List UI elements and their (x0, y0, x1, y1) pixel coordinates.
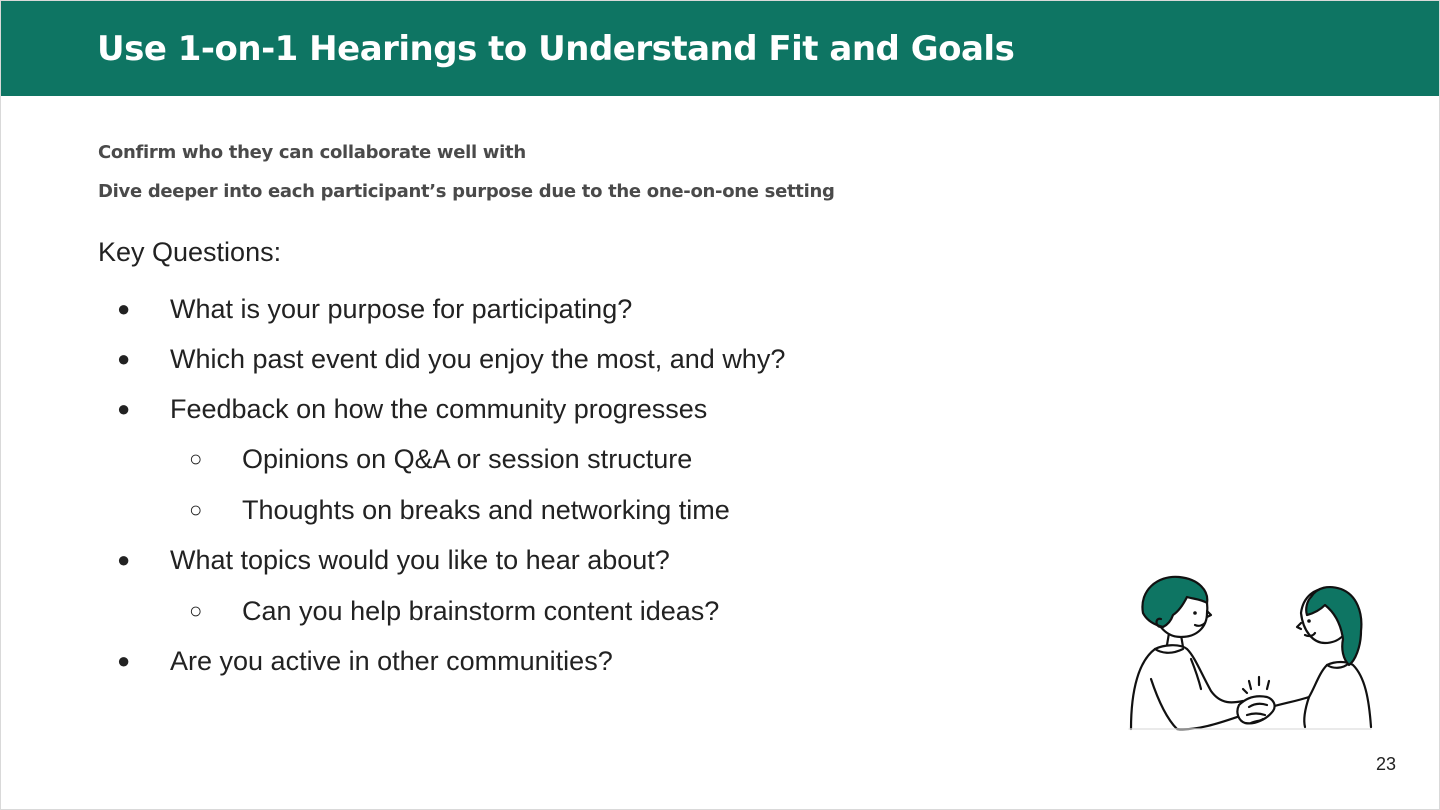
subtitle-purpose: Dive deeper into each participant’s purpose due to the one-on-one setting (98, 181, 835, 202)
sub-question-text: Thoughts on breaks and networking time (242, 495, 730, 525)
bullet-filled-icon: ● (117, 396, 131, 421)
bullet-hollow-icon: ○ (189, 497, 203, 522)
header-bar (1, 1, 1440, 96)
sub-question-text: Opinions on Q&A or session structure (242, 444, 693, 474)
bullet-filled-icon: ● (117, 547, 131, 572)
page-number: 23 (1375, 754, 1396, 774)
handshake-illustration-icon (1121, 569, 1381, 741)
question-text: Feedback on how the community progresses (170, 394, 708, 424)
question-text: Which past event did you enjoy the most, and why? (170, 344, 786, 374)
bullet-filled-icon: ● (117, 346, 131, 371)
subtitle-collaborate: Confirm who they can collaborate well with (98, 142, 526, 163)
bullet-hollow-icon: ○ (189, 446, 203, 471)
bullet-hollow-icon: ○ (189, 598, 203, 623)
bullet-filled-icon: ● (117, 296, 131, 321)
key-questions-heading: Key Questions: (98, 237, 282, 267)
slide-title: Use 1-on-1 Hearings to Understand Fit and Goals (97, 29, 1015, 69)
question-text: Are you active in other communities? (170, 646, 613, 676)
question-text: What topics would you like to hear about? (170, 545, 670, 575)
sub-question-text: Can you help brainstorm content ideas? (242, 596, 720, 626)
bullet-filled-icon: ● (117, 648, 131, 673)
question-text: What is your purpose for participating? (170, 294, 633, 324)
